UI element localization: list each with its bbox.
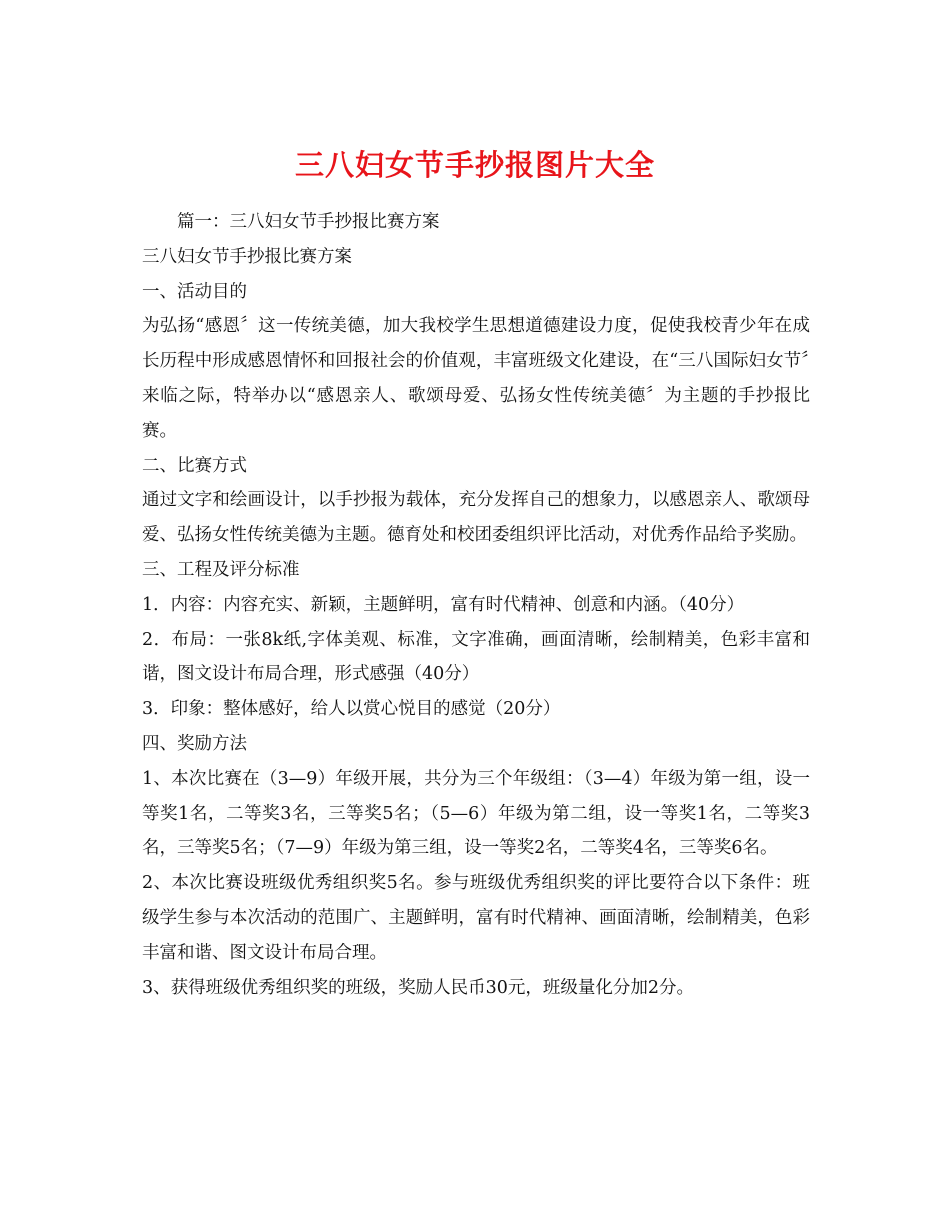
list-item: 1．内容：内容充实、新颖，主题鲜明，富有时代精神、创意和内涵。（40分） (142, 594, 745, 615)
list-item: 2．布局：一张8k纸,字体美观、标准，文字准确，画面清晰，绘制精美，色彩丰富和谐，图文设计布局合理，形式感强（40分） (142, 629, 810, 685)
document-title: 三八妇女节手抄报图片大全 (294, 148, 655, 183)
list-item: 1、本次比赛在（3—9）年级开展，共分为三个年级组：（3—4）年级为第一组，设一等奖1名，二等奖3名，三等奖5名；（5—6）年级为第二组，设一等奖1名，二等奖3名，三等奖5名；（7—9）年级为第三组，设一等奖2名，二等奖4名，三等奖6名。 (142, 768, 810, 859)
list-item: 3、获得班级优秀组织奖的班级，奖励人民币30元，班级量化分加2分。 (142, 977, 695, 998)
section-heading: 一、活动目的 (142, 281, 247, 302)
section-heading: 二、比赛方式 (142, 455, 247, 476)
list-item: 2、本次比赛设班级优秀组织奖5名。参与班级优秀组织奖的评比要符合以下条件：班级学生参与本次活动的范围广、主题鲜明，富有时代精神、画面清晰，绘制精美，色彩丰富和谐、图文设计布局合理。 (142, 873, 810, 963)
paragraph: 为弘扬“感恩〞这一传统美德，加大我校学生思想道德建设力度，促使我校青少年在成长历程中形成感恩情怀和回报社会的价值观，丰富班级文化建设，在“三八国际妇女节〞来临之际，特举办以“感恩亲人、歌颂母爱、弘扬女性传统美德〞为主题的手抄报比赛。 (142, 316, 810, 441)
plan-title: 三八妇女节手抄报比赛方案 (142, 246, 352, 267)
paragraph: 通过文字和绘画设计，以手抄报为载体，充分发挥自己的想象力，以感恩亲人、歌颂母爱、弘扬女性传统美德为主题。德育处和校团委组织评比活动，对优秀作品给予奖励。 (142, 490, 810, 546)
document-body (142, 205, 810, 1005)
section-heading: 三、工程及评分标准 (142, 559, 300, 580)
section-heading: 四、奖励方法 (142, 733, 247, 754)
list-item: 3．印象：整体感好，给人以赏心悦目的感觉（20分） (142, 699, 561, 720)
section-heading: 篇一：三八妇女节手抄报比赛方案 (177, 212, 440, 232)
